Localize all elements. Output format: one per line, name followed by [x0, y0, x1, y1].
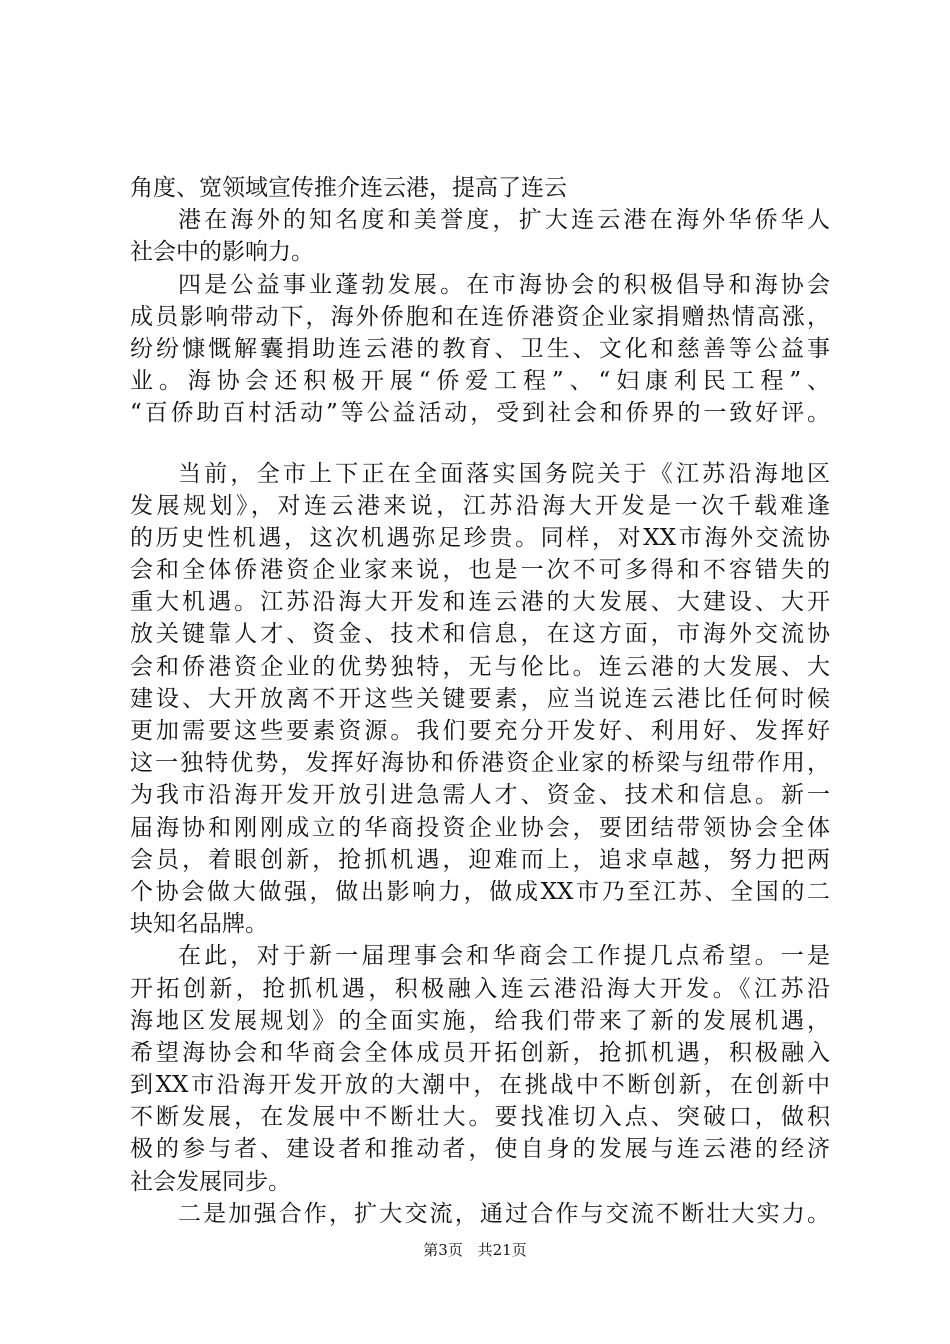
text-line: 会和全体侨港资企业家来说，也是一次不可多得和不容错失的: [130, 557, 830, 584]
text-line: “百侨助百村活动”等公益活动，受到社会和侨界的一致好评。: [130, 400, 830, 427]
text-line: 放关键靠人才、资金、技术和信息，在这方面，市海外交流协: [130, 621, 830, 648]
text-line: 海地区发展规划》的全面实施，给我们带来了新的发展机遇，: [130, 1007, 830, 1034]
text-line: 业。海协会还积极开展“侨爱工程”、“妇康利民工程”、: [130, 368, 830, 395]
text-line: 不断发展，在发展中不断壮大。要找准切入点、突破口，做积: [130, 1104, 830, 1131]
text-line: 成员影响带动下，海外侨胞和在连侨港资企业家捐赠热情高涨，: [130, 303, 830, 330]
text-line: 建设、大开放离不开这些关键要素，应当说连云港比任何时候: [130, 685, 830, 712]
text-line: 角度、宽领域宣传推介连云港，提高了连云: [130, 175, 567, 201]
text-line: 届海协和刚刚成立的华商投资企业协会，要团结带领协会全体: [130, 814, 830, 841]
text-line: 个协会做大做强，做出影响力，做成XX市乃至江苏、全国的二: [130, 878, 830, 905]
text-line: 纷纷慷慨解囊捐助连云港的教育、卫生、文化和慈善等公益事: [130, 335, 830, 362]
document-body: [130, 172, 830, 1230]
text-line: 更加需要这些要素资源。我们要充分开发好、利用好、发挥好: [130, 718, 830, 744]
text-line: 在此，对于新一届理事会和华商会工作提几点希望。一是: [178, 943, 830, 970]
text-line: 这一独特优势，发挥好海协和侨港资企业家的桥梁与纽带作用，: [130, 750, 830, 777]
text-line: 重大机遇。江苏沿海大开发和连云港的大发展、大建设、大开: [130, 589, 830, 616]
page-footer: [0, 1240, 950, 1260]
text-line: 社会发展同步。: [130, 1168, 291, 1195]
text-line: 极的参与者、建设者和推动者，使自身的发展与连云港的经济: [130, 1136, 830, 1163]
text-line: 的历史性机遇，这次机遇弥足珍贵。同样，对XX市海外交流协: [130, 524, 830, 551]
text-line: 会和侨港资企业的优势独特，无与伦比。连云港的大发展、大: [130, 653, 830, 680]
page-total: 共21页: [477, 1241, 527, 1259]
text-line: 港在海外的知名度和美誉度，扩大连云港在海外华侨华人: [178, 207, 830, 234]
text-line: 社会中的影响力。: [130, 239, 314, 266]
text-line: 发展规划》，对连云港来说，江苏沿海大开发是一次千载难逢: [130, 492, 830, 519]
text-line: 二是加强合作，扩大交流，通过合作与交流不断壮大实力。: [178, 1200, 830, 1227]
paragraph-gap: [130, 430, 830, 458]
text-line: 当前，全市上下正在全面落实国务院关于《江苏沿海地区: [178, 460, 830, 487]
text-line: 到XX市沿海开发开放的大潮中，在挑战中不断创新，在创新中: [130, 1072, 830, 1099]
text-line: 四是公益事业蓬勃发展。在市海协会的积极倡导和海协会: [178, 271, 830, 298]
text-line: 会员，着眼创新，抢抓机遇，迎难而上，追求卓越，努力把两: [130, 846, 830, 873]
text-line: 为我市沿海开发开放引进急需人才、资金、技术和信息。新一: [130, 782, 830, 809]
text-line: 希望海协会和华商会全体成员开拓创新，抢抓机遇，积极融入: [130, 1039, 830, 1066]
page-number: 第3页: [423, 1241, 463, 1259]
text-line: 块知名品牌。: [130, 911, 268, 938]
text-line: 开拓创新，抢抓机遇，积极融入连云港沿海大开发。《江苏沿: [130, 975, 830, 1002]
